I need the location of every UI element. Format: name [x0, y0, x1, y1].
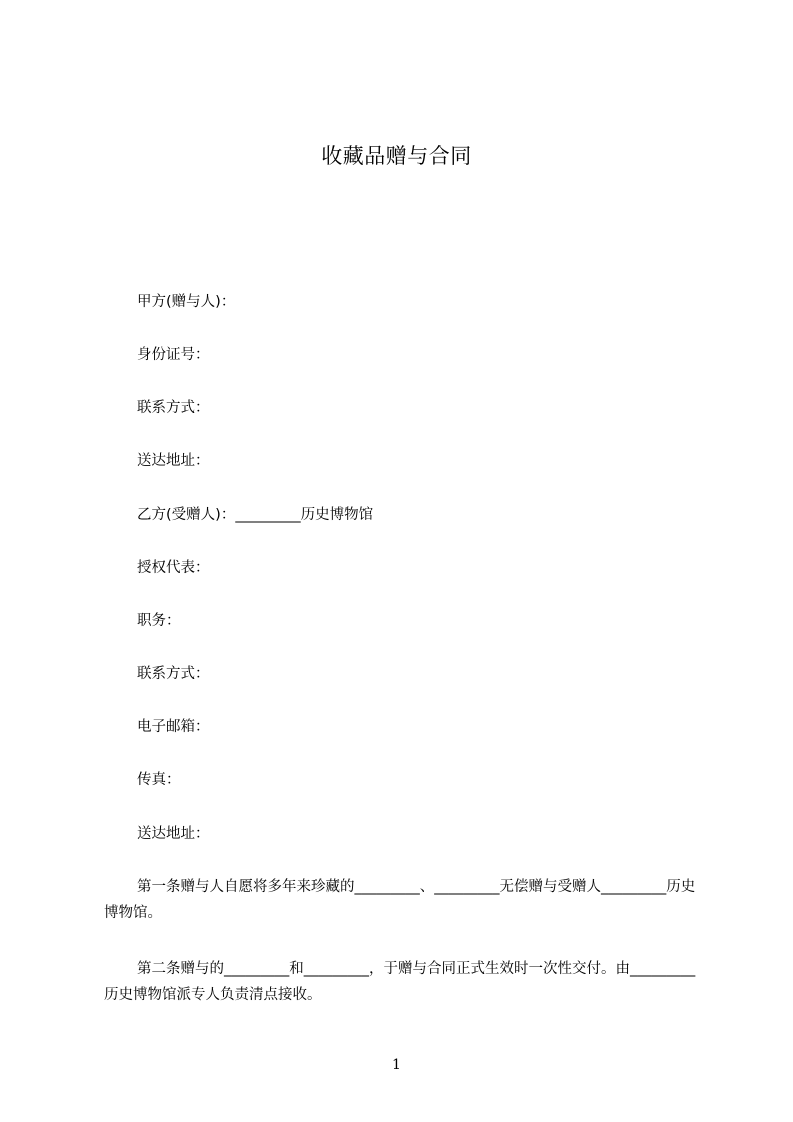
document-title: 收藏品赠与合同	[321, 144, 472, 168]
page-number: 1	[392, 1057, 401, 1073]
position-field: 职务：	[137, 613, 181, 629]
id-number-field: 身份证号：	[137, 347, 210, 363]
party-b-contact-field: 联系方式：	[137, 666, 210, 682]
article-2: 第二条赠与的_________和_________，于赠与合同正式生效时一次性交付。由_________历史博物馆派专人负责清点接收。	[104, 961, 696, 1003]
article-1: 第一条赠与人自愿将多年来珍藏的_________、_________无偿赠与受赠人_________历史博物馆。	[104, 879, 696, 921]
party-a-contact-field: 联系方式：	[137, 400, 210, 416]
party-a-field: 甲方(赠与人)：	[137, 294, 236, 310]
email-field: 电子邮箱：	[137, 719, 210, 735]
party-b-field: 乙方(受赠人)：_________历史博物馆	[137, 507, 374, 523]
party-b-address-field: 送达地址：	[137, 826, 210, 842]
party-a-address-field: 送达地址：	[137, 453, 210, 469]
fax-field: 传真：	[137, 772, 181, 788]
authorized-representative-field: 授权代表：	[137, 560, 210, 576]
